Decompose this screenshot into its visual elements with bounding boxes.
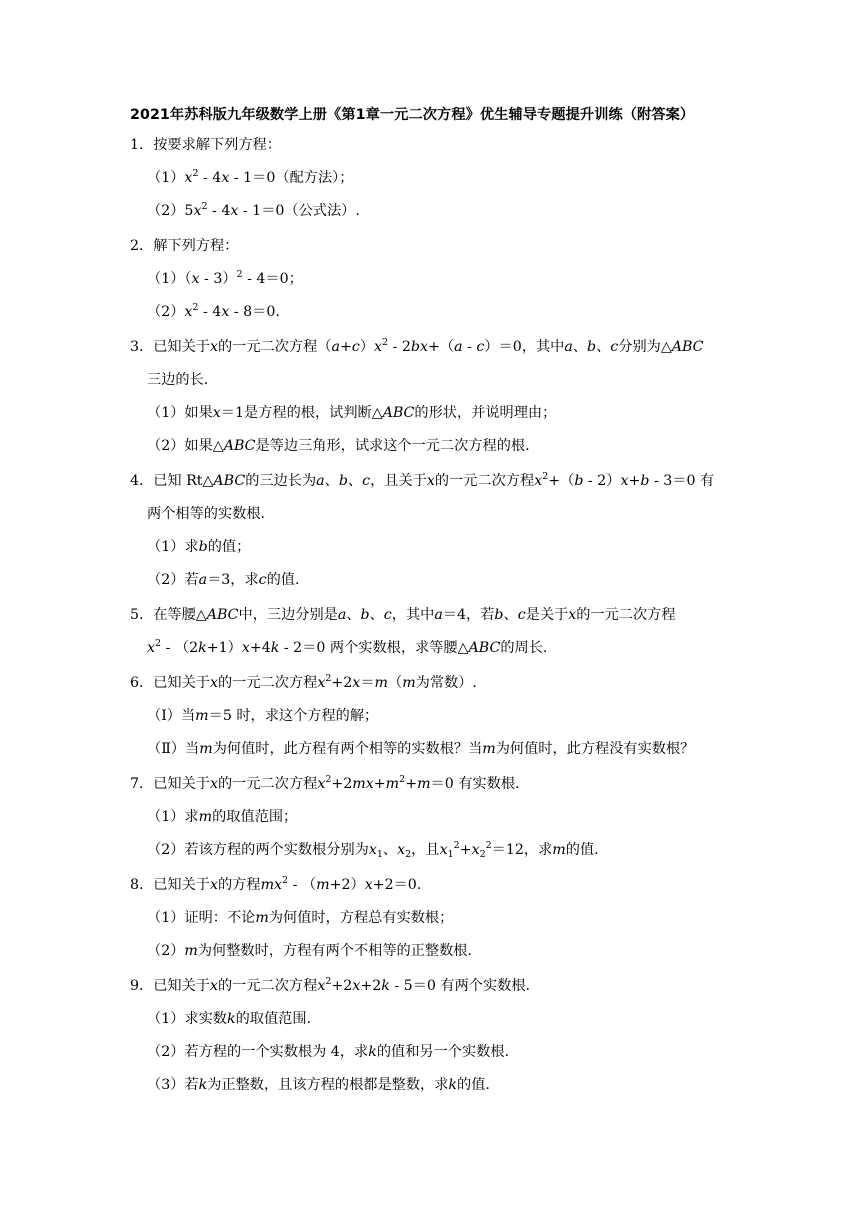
problem-3-stem: 3．已知关于x的一元二次方程$(a+c)x^2 - 2bx+(a - c)=0$，其中a、b、c分别为△ABC xyxy=(130,337,704,355)
problem-5-stem: 5．在等腰△ABC中，三边分别是a、b、c，其中a＝4，若b、c是关于x的一元二次方程 xyxy=(130,607,676,623)
problem-8-part-2: （2）m为何整数时，方程有两个不相等的正整数根. xyxy=(147,943,472,959)
problem-8-part-1: （1）证明：不论m为何值时，方程总有实数根； xyxy=(147,910,454,926)
problem-4-stem-continued: 两个相等的实数根. xyxy=(147,506,266,522)
problem-3-part-2: （2）如果△ABC是等边三角形，试求这个一元二次方程的根. xyxy=(147,438,530,454)
problem-9-stem: 9．已知关于x的一元二次方程$x^2+2x+2k - 5=0$ 有两个实数根. xyxy=(130,976,531,994)
problem-4-part-2: （2）若a＝3，求c的值. xyxy=(147,572,300,588)
problem-1-part-1: $(1)x^2 - 4x - 1=0$（配方法）； xyxy=(147,168,354,186)
problem-1-stem: 1．按要求解下列方程： xyxy=(130,137,281,153)
problem-1-part-2: $(2)5x^2 - 4x - 1=0$（公式法）. xyxy=(147,201,360,219)
problem-3-stem-continued: 三边的长. xyxy=(147,372,209,388)
problem-9-part-2: （2）若方程的一个实数根为 4，求k的值和另一个实数根. xyxy=(147,1044,510,1060)
document-title: 2021年苏科版九年级数学上册《第1章一元二次方程》优生辅导专题提升训练（附答案） xyxy=(130,107,695,123)
problem-2-part-2: $(2)x^2 - 4x - 8=0$. xyxy=(147,302,280,320)
problem-2-part-1: （1）（x - 3）$^2$ - 4＝0； xyxy=(147,269,303,287)
problem-2-stem: 2．解下列方程： xyxy=(130,238,239,254)
problem-6-stem: 6．已知关于x的一元二次方程$x^2+2x=m(m$为常数）. xyxy=(130,673,477,691)
problem-7-stem: 7．已知关于x的一元二次方程$x^2+2mx+m^2+m=0$ 有实数根. xyxy=(130,774,520,792)
problem-4-stem: 4．已知 Rt△ABC的三边长为a、b、c，且关于x的一元二次方程$x^2+(b - 2)x+b - 3=0$ 有 xyxy=(130,471,715,489)
problem-8-stem: 8．已知关于x的方程$mx^2 - (m+2)x+2=0$. xyxy=(130,875,422,893)
problem-3-part-1: （1）如果x＝1是方程的根，试判断△ABC的形状，并说明理由； xyxy=(147,405,557,421)
problem-6-part-2: （Ⅱ）当m为何值时，此方程有两个相等的实数根？当m为何值时，此方程没有实数根？ xyxy=(147,741,695,757)
problem-9-part-3: （3）若k为正整数，且该方程的根都是整数，求k的值. xyxy=(147,1077,490,1093)
problem-9-part-1: （1）求实数k的取值范围. xyxy=(147,1011,312,1027)
problem-7-part-1: （1）求m的取值范围； xyxy=(147,809,298,825)
problem-5-stem-continued: $x^2 - (2k+1)x+4k - 2=0$ 两个实数根，求等腰△ABC的周长. xyxy=(147,638,548,656)
problem-6-part-1: （Ⅰ）当m＝5 时，求这个方程的解； xyxy=(147,708,379,724)
problem-4-part-1: （1）求b的值； xyxy=(147,539,251,555)
problem-7-part-2: （2）若该方程的两个实数根分别为$x_1$、$x_2$，且$x_1^2+x_2^2=12$，求m的值. xyxy=(147,840,599,860)
